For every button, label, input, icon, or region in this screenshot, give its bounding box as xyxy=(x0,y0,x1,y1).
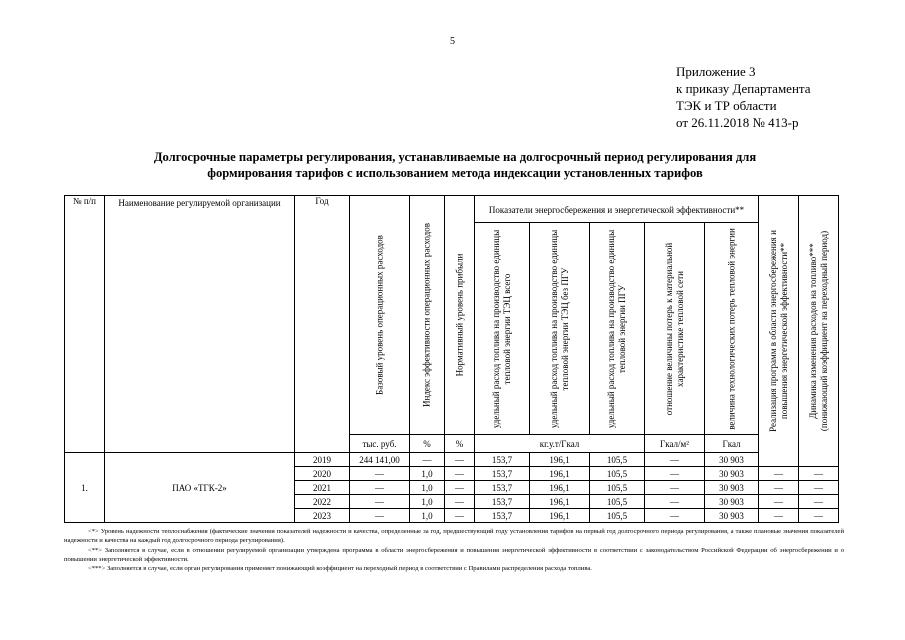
cell-fuel-total: 153,7 xyxy=(475,509,530,523)
appendix-line-1: Приложение 3 xyxy=(676,64,756,79)
table-row xyxy=(65,453,839,467)
cell-tech-losses: 30 903 xyxy=(705,467,759,481)
cell-program: — xyxy=(759,467,799,481)
cell-index: 1,0 xyxy=(410,467,445,481)
cell-fuel-total: 153,7 xyxy=(475,453,530,467)
org-number: 1. xyxy=(65,453,105,523)
cell-year: 2019 xyxy=(295,453,350,467)
cell-fuel-total: 153,7 xyxy=(475,467,530,481)
cell-fuel-pgu: 105,5 xyxy=(590,481,645,495)
cell-base: — xyxy=(350,495,410,509)
cell-profit: — xyxy=(445,467,475,481)
header-base-level: Базовый уровень операционных расходов xyxy=(350,196,410,435)
document-title xyxy=(60,149,850,181)
cell-program: — xyxy=(759,495,799,509)
cell-year: 2021 xyxy=(295,481,350,495)
unit-efficiency-index: % xyxy=(410,435,445,453)
cell-fuel-pgu: 105,5 xyxy=(590,495,645,509)
cell-loss-ratio: — xyxy=(645,453,705,467)
cell-fuel-no-pgu: 196,1 xyxy=(530,453,590,467)
cell-profit: — xyxy=(445,509,475,523)
header-profit-level: Нормативный уровень прибыли xyxy=(445,196,475,435)
unit-tech-losses: Гкал xyxy=(705,435,759,453)
cell-base: 244 141,00 xyxy=(350,453,410,467)
cell-program: — xyxy=(759,509,799,523)
cell-program: — xyxy=(759,481,799,495)
appendix-block xyxy=(676,63,811,131)
title-line-2: формирования тарифов с использованием метода индексации установленных тарифов xyxy=(207,166,703,180)
title-line-1: Долгосрочные параметры регулирования, устанавливаемые на долгосрочный период регулирования для xyxy=(153,150,757,164)
cell-fuel-no-pgu: 196,1 xyxy=(530,509,590,523)
cell-fuel-pgu: 105,5 xyxy=(590,453,645,467)
cell-fuel-total: 153,7 xyxy=(475,481,530,495)
cell-dynamics: — xyxy=(799,481,839,495)
appendix-line-4: от 26.11.2018 № 413-р xyxy=(676,115,799,130)
header-loss-ratio: отношение величины потерь к материальной характеристике тепловой сети xyxy=(645,223,705,435)
cell-loss-ratio: — xyxy=(645,509,705,523)
appendix-line-2: к приказу Департамента xyxy=(676,81,811,96)
cell-tech-losses: 30 903 xyxy=(705,481,759,495)
cell-fuel-pgu: 105,5 xyxy=(590,509,645,523)
header-year: Год xyxy=(295,196,350,453)
cell-base: — xyxy=(350,467,410,481)
page-number: 5 xyxy=(450,36,455,47)
footnotes xyxy=(64,527,844,573)
cell-index: 1,0 xyxy=(410,509,445,523)
cell-year: 2023 xyxy=(295,509,350,523)
cell-index: — xyxy=(410,453,445,467)
cell-year: 2020 xyxy=(295,467,350,481)
header-efficiency-index: Индекс эффективности операционных расходов xyxy=(410,196,445,435)
cell-fuel-no-pgu: 196,1 xyxy=(530,495,590,509)
cell-fuel-total: 153,7 xyxy=(475,495,530,509)
cell-tech-losses: 30 903 xyxy=(705,453,759,467)
header-num: № п/п xyxy=(65,196,105,453)
cell-index: 1,0 xyxy=(410,481,445,495)
parameters-table xyxy=(64,195,839,523)
cell-dynamics: — xyxy=(799,509,839,523)
footnote-2: <**> Заполняется в случае, если в отношении регулируемой организации утверждена программа в области энергосбережения и повышения энергетической эффективности в соответствии с законодательством Российской Федерации об энергосбережении и о повышении энергетической эффективности. xyxy=(64,546,844,563)
header-fuel-pgu: удельный расход топлива на производство единицы тепловой энергии ПГУ xyxy=(590,223,645,435)
cell-loss-ratio: — xyxy=(645,481,705,495)
header-fuel-total: удельный расход топлива на производство единицы тепловой энергии ТЭЦ всего xyxy=(475,223,530,435)
cell-profit: — xyxy=(445,481,475,495)
footnote-1: <*> Уровень надежности теплоснабжения (фактические значения показателей надежности и качества, определенные за год, предшествующий году установления тарифов на первый год долгосрочного периода регулирования, а также плановые значения показателей надежности и качества на каждый год долгосрочного периода регулирования). xyxy=(64,528,844,545)
header-name: Наименование регулируемой организации xyxy=(105,196,295,453)
cell-fuel-pgu: 105,5 xyxy=(590,467,645,481)
cell-loss-ratio: — xyxy=(645,467,705,481)
header-row-1 xyxy=(65,196,839,223)
appendix-line-3: ТЭК и ТР области xyxy=(676,98,777,113)
cell-dynamics: — xyxy=(799,467,839,481)
footnote-3: <***> Заполняется в случае, если орган регулирования применяет понижающий коэффициент на переходный период в соответствии с Правилами распределения расхода топлива. xyxy=(88,565,592,573)
unit-loss-ratio: Гкал/м² xyxy=(645,435,705,453)
cell-year: 2022 xyxy=(295,495,350,509)
cell-dynamics: — xyxy=(799,495,839,509)
cell-index: 1,0 xyxy=(410,495,445,509)
cell-tech-losses: 30 903 xyxy=(705,509,759,523)
header-indicators-group: Показатели энергосбережения и энергетической эффективности** xyxy=(475,196,759,223)
cell-tech-losses: 30 903 xyxy=(705,495,759,509)
org-name: ПАО «ТГК-2» xyxy=(105,453,295,523)
cell-base: — xyxy=(350,509,410,523)
cell-profit: — xyxy=(445,495,475,509)
header-dynamics: Динамика изменения расходов на топливо*** (понижающий коэффициент на переходный период) xyxy=(799,196,839,467)
header-program: Реализация программ в области энергосбережения и повышения энергетической эффективности** xyxy=(759,196,799,467)
unit-profit-level: % xyxy=(445,435,475,453)
header-tech-losses: величина технологических потерь тепловой энергии xyxy=(705,223,759,435)
cell-profit: — xyxy=(445,453,475,467)
header-fuel-no-pgu: удельный расход топлива на производство единицы тепловой энергии ТЭЦ без ПГУ xyxy=(530,223,590,435)
cell-fuel-no-pgu: 196,1 xyxy=(530,481,590,495)
unit-fuel: кг.у.т/Гкал xyxy=(475,435,645,453)
cell-base: — xyxy=(350,481,410,495)
cell-fuel-no-pgu: 196,1 xyxy=(530,467,590,481)
cell-loss-ratio: — xyxy=(645,495,705,509)
unit-base-level: тыс. руб. xyxy=(350,435,410,453)
